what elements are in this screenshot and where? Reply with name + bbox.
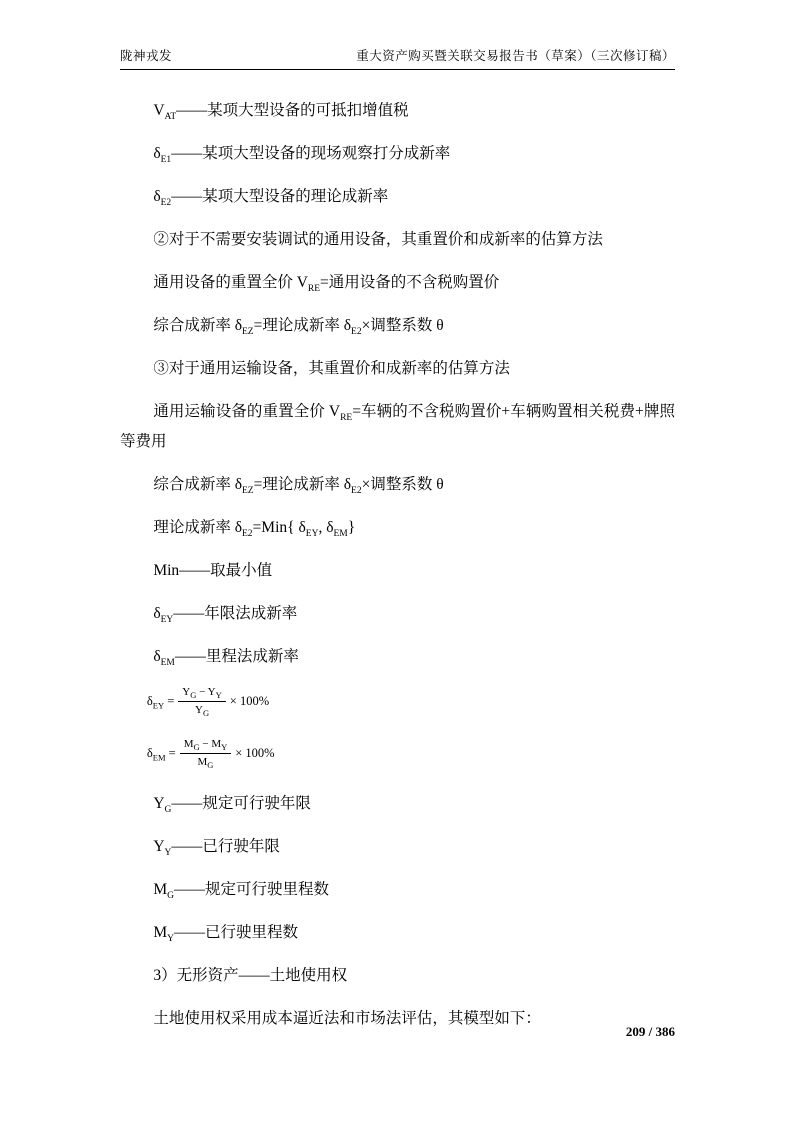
paragraph: 3）无形资产——土地使用权 [153, 967, 348, 984]
subscript: EM [152, 752, 166, 762]
paragraph: $V_{AT}——$某项大型设备的可抵扣增值税 [153, 102, 409, 123]
formula-lhs: $\delta_{EY}$ = [146, 693, 175, 710]
subscript: EZ [242, 327, 254, 338]
subscript: G [164, 805, 172, 816]
paragraph: $Y_G——$规定可行驶年限 [153, 795, 311, 816]
subscript: G [207, 760, 214, 771]
subscript: EY [152, 700, 165, 710]
paragraph: $M_Y——$已行驶里程数 [153, 924, 298, 945]
subscript: Y [167, 934, 174, 945]
paragraph: 综合成新率 $\delta_{EZ}=$理论成新率 $\delta_{E2}\times$调整系数 θ [153, 476, 444, 497]
paragraph: 土地使用权采用成本逼近法和市场法评估，其模型如下： [153, 1010, 541, 1027]
subscript: EY [160, 615, 174, 626]
paragraph: 综合成新率 $\delta_{EZ}=$理论成新率 $\delta_{E2}\times$调整系数 θ [153, 317, 444, 338]
paragraph: $\delta_{E2}——$某项大型设备的理论成新率 [153, 188, 389, 209]
paragraph: 通用运输设备的重置全价 $V_{RE}=$车辆的不含税购置价+车辆购置相关税费+牌照等费用 [120, 403, 675, 450]
paragraph: Min——取最小值 [153, 562, 273, 579]
fraction [178, 685, 225, 717]
subscript: G [167, 891, 174, 902]
formula [120, 685, 675, 717]
subscript: E2 [351, 327, 362, 338]
paragraph: $\delta_{E1}——$某项大型设备的现场观察打分成新率 [153, 145, 451, 166]
fraction-denominator: $M_G$ [197, 756, 214, 771]
page-number: 209 / 386 [625, 1024, 675, 1039]
formula-rhs: × 100% [235, 745, 275, 760]
subscript: G [190, 690, 197, 701]
subscript: AT [164, 112, 177, 123]
subscript: RE [307, 284, 321, 295]
paragraph: $Y_Y——$已行驶年限 [153, 838, 280, 859]
fraction-denominator: $Y_G$ [194, 704, 210, 719]
subscript: Y [221, 742, 228, 753]
paragraph: 通用设备的重置全价 $V_{RE}=$通用设备的不含税购置价 [153, 274, 500, 295]
header-document-title: 重大资产购买暨关联交易报告书（草案）（三次修订稿） [356, 49, 675, 63]
paragraph: ③对于通用运输设备，其重置价和成新率的估算方法 [153, 360, 510, 377]
paragraph: ②对于不需要安装调试的通用设备，其重置价和成新率的估算方法 [153, 231, 603, 248]
document-body [120, 96, 675, 1034]
subscript: EY [305, 529, 319, 540]
paragraph: $\delta_{EM}——$里程法成新率 [153, 648, 299, 669]
subscript: E1 [160, 155, 172, 166]
subscript: RE [340, 413, 353, 424]
subscript: Y [215, 690, 222, 701]
subscript: G [193, 742, 200, 753]
formula-rhs: × 100% [229, 693, 270, 708]
subscript: Y [164, 848, 172, 859]
subscript: E2 [242, 529, 253, 540]
subscript: EZ [242, 486, 254, 497]
subscript: G [202, 708, 210, 719]
header-company-name: 陇神戎发 [120, 49, 173, 63]
fraction-numerator: $M_G - M_Y$ [180, 737, 232, 754]
subscript: EM [333, 529, 348, 540]
formula-lhs: $\delta_{EM}$ = [146, 745, 176, 762]
page-header [120, 46, 675, 70]
paragraph: $M_G——$规定可行驶里程数 [153, 881, 329, 902]
subscript: EM [160, 658, 175, 669]
paragraph: 理论成新率 $\delta_{E2}=Min${ $\delta_{EY}$, $\delta_{EM}$} [153, 519, 356, 540]
fraction-numerator: $Y_G - Y_Y$ [178, 685, 225, 702]
formula [120, 737, 675, 769]
paragraph: $\delta_{EY}——$年限法成新率 [153, 605, 298, 626]
subscript: E2 [160, 198, 172, 209]
subscript: E2 [351, 486, 362, 497]
fraction [180, 737, 232, 769]
